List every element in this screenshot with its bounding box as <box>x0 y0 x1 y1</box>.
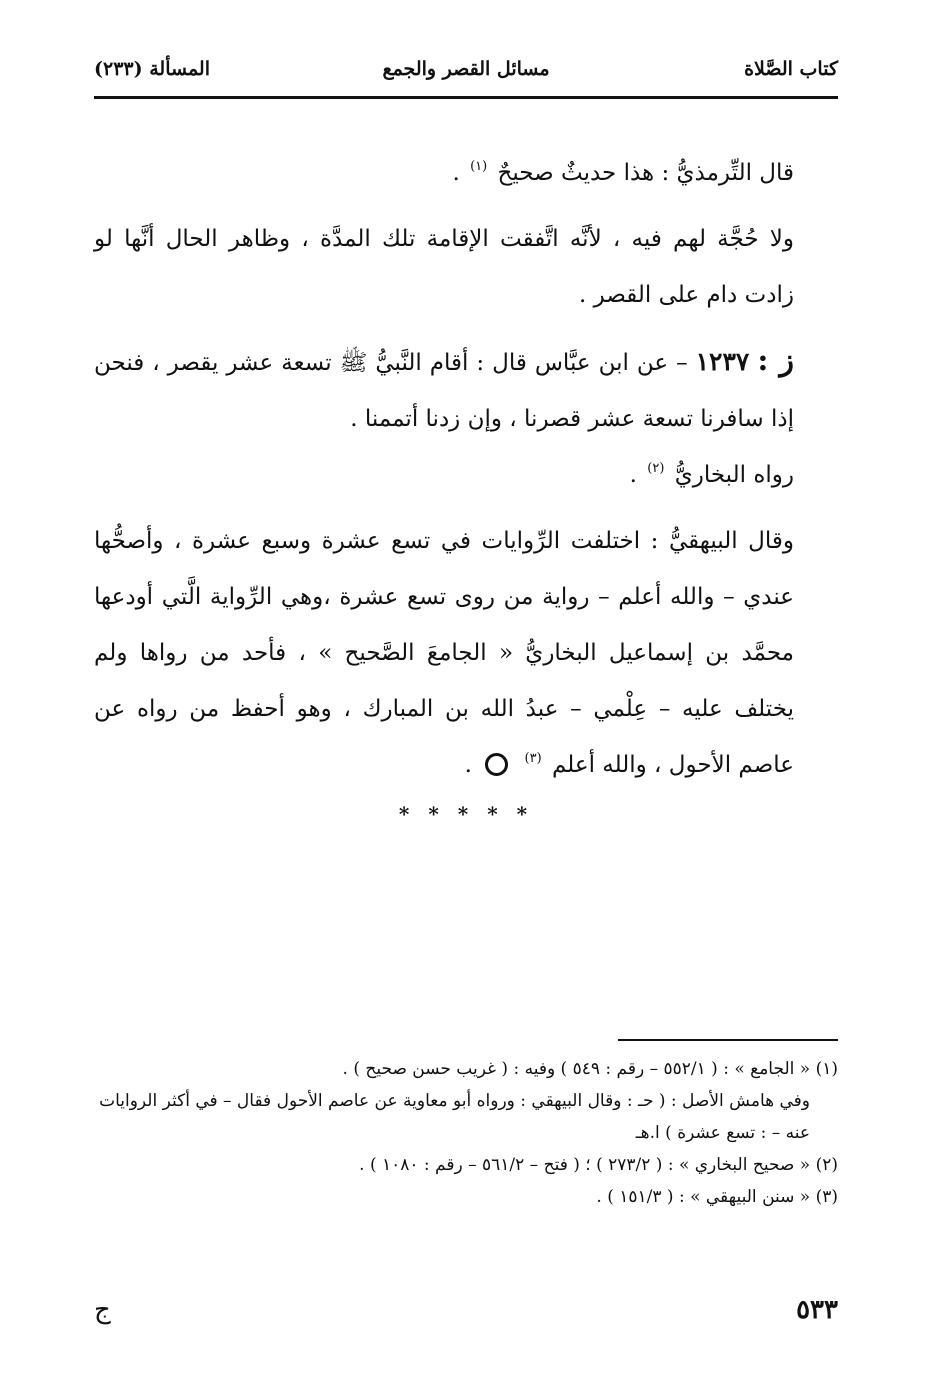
paragraph-text: قال التِّرمذيُّ : هذا حديثٌ صحيحٌ <box>497 160 794 186</box>
footnote-3: (٣) « سنن البيهقي » : ( ١٥١/٣ ) . <box>596 1187 838 1207</box>
paragraph-text: رواه البخاريُّ <box>674 462 794 488</box>
paragraph-text: وقال البيهقيُّ : اختلفت الرِّوايات في تسع عشرة وسبع عشرة ، وأصحُّها عندي – والله أعلم – رواية من روى تسع عشرة ،وهي الرِّواية الَّتي أودعها محمَّد بن إسماعيل البخاريُّ « الجامعَ الصَّحيح » ، فأحد من رواها ولم يختلف عليه – عِلْمي – عبدُ الله بن المبارك ، وهو أحفظ من رواه عن عاصم الأحول ، والله أعلم <box>94 528 794 778</box>
paragraph-no-proof: ولا حُجَّة لهم فيه ، لأنَّه اتَّفقت الإقامة تلك المدَّة ، وظاهر الحال أنَّها لو زادت دام على القصر . <box>94 226 794 308</box>
section-separator: * * * * * <box>398 802 534 826</box>
footnote-1-margin-note: وفي هامش الأصل : ( حـ : وقال البيهقي : ورواه أبو معاوية عن عاصم الأحول فقال – في أكثر الروايات عنه – : تسع عشرة ) ا.هـ <box>99 1091 810 1143</box>
hadith-text: – عن ابن عبَّاس قال : أقام النَّبيُّ ﷺ تسعة عشر يقصر ، فنحن إذا سافرنا تسعة عشر قصرنا ، وإن زدنا أتممنا . <box>94 350 794 432</box>
paragraph-end: . <box>464 752 472 778</box>
body-text <box>94 145 838 793</box>
issue-number: المسألة (٢٣٣) <box>94 58 210 80</box>
end-circle-icon <box>485 753 508 776</box>
paragraph-tirmidhi <box>94 145 838 201</box>
hadith-marker: ز : <box>757 343 795 378</box>
running-header <box>94 58 838 88</box>
footnote-2: (٢) « صحيح البخاري » : ( ٢٧٣/٢ ) ؛ ( فتح – ٥٦١/٢ – رقم : ١٠٨٠ ) . <box>359 1155 838 1175</box>
signature-mark: ج <box>94 1295 111 1325</box>
hadith-1237 <box>94 333 838 447</box>
footnote-1: (١) « الجامع » : ( ٥٥٢/١ – رقم : ٥٤٩ ) وفيه : ( غريب حسن صحيح ) . <box>342 1059 838 1079</box>
paragraph-end: . <box>452 160 460 186</box>
paragraph-end: . <box>629 462 637 488</box>
book-title: كتاب الصَّلاة <box>744 58 838 80</box>
paragraph-bukhari <box>94 447 838 503</box>
chapter-title: مسائل القصر والجمع <box>382 58 550 80</box>
footnote-ref-2: (٢) <box>647 461 665 476</box>
page-number: ٥٣٣ <box>796 1295 838 1325</box>
footnote-rule <box>618 1039 838 1041</box>
header-rule <box>94 96 838 99</box>
hadith-number: ١٢٣٧ <box>695 347 750 376</box>
footnotes <box>94 1053 838 1213</box>
paragraph-bayhaqi <box>94 513 838 793</box>
footnote-ref-3: (٣) <box>524 751 542 766</box>
document-page <box>94 0 838 1390</box>
footnote-ref-1: (١) <box>470 159 488 174</box>
